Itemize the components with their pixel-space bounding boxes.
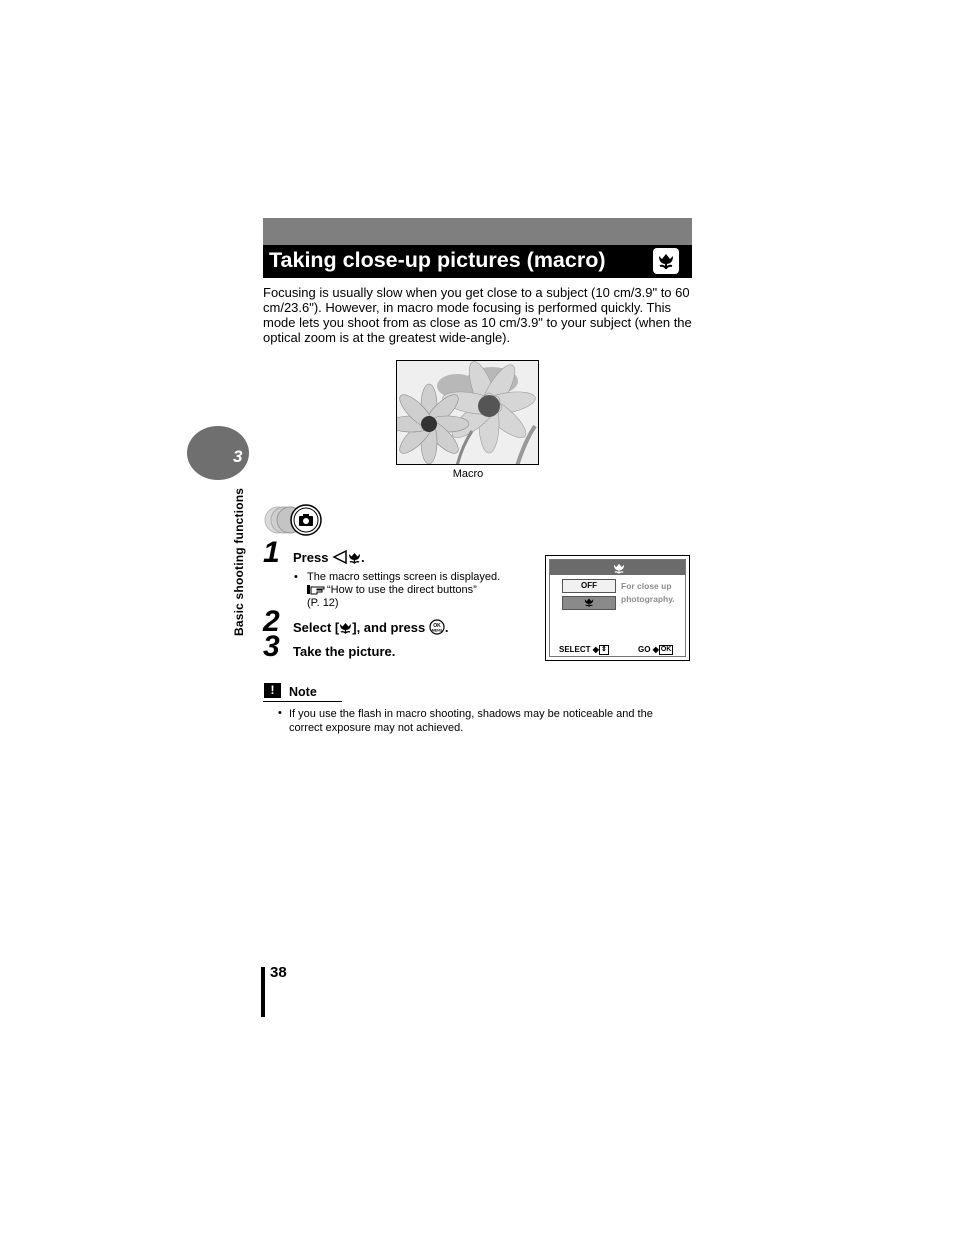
intro-paragraph: Focusing is usually slow when you get close to a subject (10 cm/3.9" to 60 cm/23.6"). However, in macro mode focusing is performed quickly. This mode lets you shoot from as close as 10 cm/3.9" to your subject (when the optical zoom is at the greatest wide-angle).	[263, 285, 692, 345]
step-1-text: Press .	[293, 550, 365, 565]
page-title: Taking close-up pictures (macro)	[269, 248, 606, 272]
note-label: Note	[289, 685, 317, 699]
select-label: SELECT	[559, 645, 591, 655]
chapter-title: Basic shooting functions	[232, 487, 246, 636]
step-1-label: Press	[293, 550, 329, 565]
macro-settings-screen	[545, 555, 690, 661]
svg-text:OK: OK	[433, 623, 441, 629]
page-marker-bar	[261, 967, 265, 1017]
description-line-1: For close up	[621, 581, 672, 591]
note-exclamation-icon: !	[264, 683, 281, 698]
chapter-number: 3	[233, 447, 243, 466]
step-3-text: Take the picture.	[293, 644, 396, 659]
shooting-mode-camera-icon	[264, 503, 328, 537]
macro-flower-icon	[339, 621, 352, 637]
reference-page[interactable]: (P. 12)	[307, 597, 339, 609]
description-line-2: photography.	[621, 594, 675, 604]
step-2-text: Select [ ], and press OK MENU .	[293, 619, 448, 638]
macro-sample-photo	[396, 360, 539, 465]
step-number-1: 1	[263, 536, 280, 569]
option-off[interactable]: OFF	[562, 579, 616, 593]
step-2-press: ], and press	[352, 620, 426, 635]
arrow-up-down-icon: ◆	[592, 645, 599, 655]
screen-frame	[549, 559, 686, 657]
ok-menu-icon	[429, 619, 445, 638]
header-band	[263, 218, 692, 245]
updown-key-icon: ⇕	[600, 646, 607, 653]
macro-flower-icon	[613, 561, 625, 579]
ok-key: OK	[660, 646, 672, 653]
bullet-dot: •	[278, 707, 282, 719]
option-description	[621, 580, 675, 606]
go-label: GO	[638, 645, 651, 655]
step-number-2: 2	[263, 605, 280, 638]
go-hint	[638, 645, 673, 655]
note-text: If you use the flash in macro shooting, shadows may be noticeable and the correct exposure may not achieved.	[289, 708, 653, 734]
step-number-3: 3	[263, 630, 280, 663]
screen-title-bar	[550, 560, 685, 575]
option-macro[interactable]	[562, 596, 616, 610]
bullet-dot: •	[294, 571, 298, 583]
photo-caption: Macro	[452, 468, 484, 480]
macro-flower-icon	[584, 597, 594, 611]
arrow-icon: ◆	[652, 645, 659, 655]
reference-link[interactable]: “How to use the direct buttons”	[327, 584, 477, 596]
page-number: 38	[270, 964, 287, 981]
left-arrow-icon	[332, 550, 348, 567]
select-hint	[559, 645, 609, 655]
note-underline	[263, 701, 342, 702]
macro-flower-icon	[653, 248, 679, 274]
macro-flower-icon	[348, 551, 361, 567]
svg-text:MENU: MENU	[431, 628, 442, 633]
step-1-bullet: The macro settings screen is displayed.	[307, 571, 501, 583]
step-2-select: Select [	[293, 620, 340, 635]
